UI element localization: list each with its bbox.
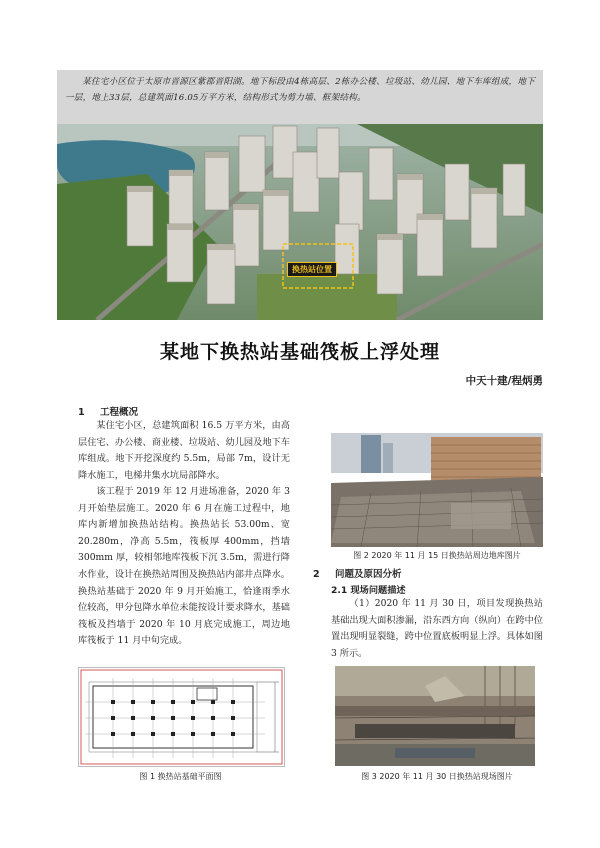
figure-2-caption: 图 2 2020 年 11 月 15 日换热站周边地库图片 (353, 551, 521, 560)
article-author: 中天十建/程炳勇 (465, 375, 543, 387)
figure-3-caption: 图 3 2020 年 11 月 30 日换热站现场图片 (361, 772, 513, 781)
figure-3-photo (335, 666, 535, 766)
section-1-heading (78, 404, 138, 418)
intro-paragraph: 某住宅小区位于太原市晋源区紫郡晋阳湖。地下标段由4栋高层、2栋办公楼、垃圾站、幼儿园、地下车库组成，地下一层，地上33层，总建筑面16.05万平方米，结构形式为剪力墙、框架结构。 (57, 70, 543, 124)
section-2-number: 2 (313, 569, 320, 580)
section-1-title: 工程概况 (100, 407, 139, 418)
section-1-number: 1 (78, 407, 85, 418)
heat-station-location-label: 换热站位置 (287, 262, 337, 277)
article-title: 某地下换热站基础筏板上浮处理 (159, 341, 440, 363)
section-2-title: 问题及原因分析 (335, 569, 402, 580)
figure-1-caption: 图 1 换热站基础平面图 (139, 772, 222, 781)
section-2-1-heading: 2.1 现场问题描述 (331, 585, 406, 596)
aerial-rendering-image (57, 124, 543, 320)
figure-1-foundation-plan (78, 667, 285, 767)
section-1-paragraph-2: 该工程于 2019 年 12 月进场准备，2020 年 3 月开始垫层施工。2020 年 6 月在施工过程中，地库内新增加换热站结构。换热站长 53.00m、宽 20.280m，净高 5.5m，筏板厚 400mm，挡墙 300mm 厚，较相邻地库筏板下沉 3.5m，需进行降水作业，设计在换热站周围及换热站内部井点降水。换热站基础于 2020 年 9 月开始施工，恰逢雨季水位较高，甲分包降水单位未能按设计要求降水，基础筏板及挡墙于 2020 年 10 月底完成施工，周边地库筏板于 11 月中旬完成。 (78, 486, 290, 647)
figure-2-photo (331, 433, 543, 547)
section-2-heading (313, 566, 402, 580)
section-2-paragraph: （1）2020 年 11 月 30 日，项目发现换热站基础出现大面积渗漏，沿东西方向（纵向）在跨中位置出现明显裂缝，跨中位置底板明显上浮。具体如图 3 所示。 (331, 598, 543, 659)
section-1-paragraph-1: 某住宅小区，总建筑面积 16.5 万平方米，由高层住宅、办公楼、商业楼、垃圾站、幼儿园及地下车库组成。地下开挖深度约 5.5m，局部 7m，设计无降水施工，电梯井集水坑局部降水。 (78, 420, 290, 481)
